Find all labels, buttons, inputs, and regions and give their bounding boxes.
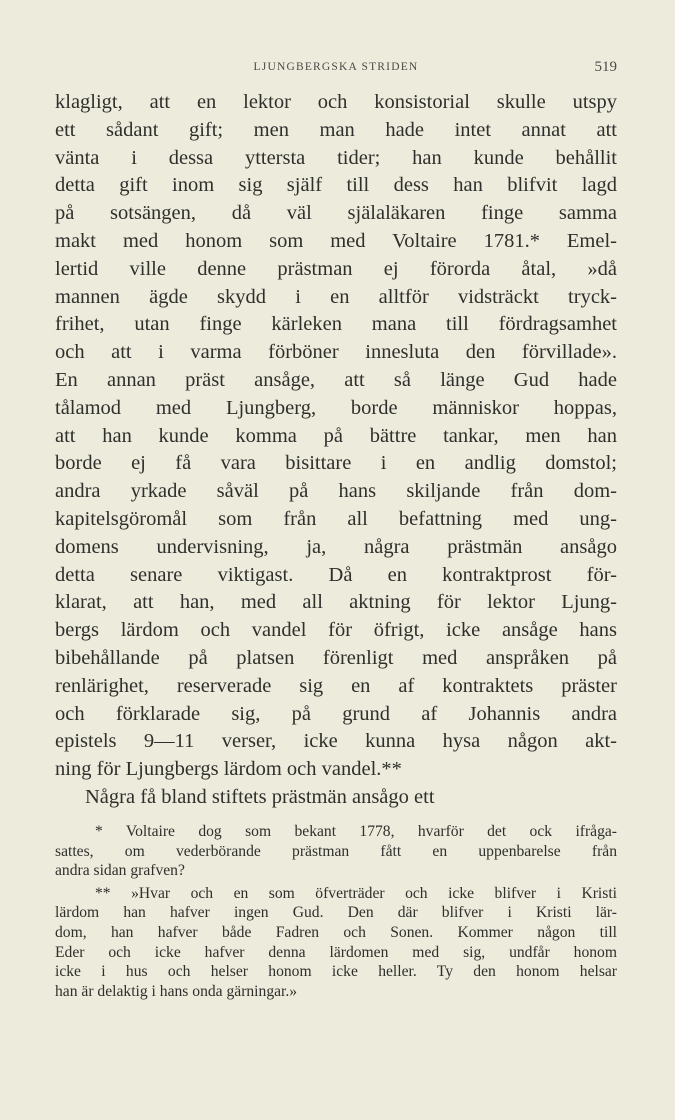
text-line: kapitelsgöromål som från all befattning med ung- [55, 507, 617, 530]
text-line: på sotsängen, då väl själaläkaren finge samma [55, 202, 617, 225]
text-line: makt med honom som med Voltaire 1781.* Emel- [55, 229, 617, 252]
text-line: detta senare viktigast. Då en kontraktprost för- [55, 563, 617, 586]
text-line: detta gift inom sig själf till dess han blifvit lagd [55, 174, 617, 197]
footnotes [55, 822, 617, 1001]
body-text [55, 89, 617, 812]
text-line: och förklarade sig, på grund af Johannis andra [55, 702, 617, 725]
text-line: andra yrkade såväl på hans skiljande från dom- [55, 480, 617, 503]
page-header [55, 61, 617, 79]
footnote-2 [55, 884, 617, 1002]
text-line: lertid ville denne prästman ej förorda åtal, »då [55, 257, 617, 280]
text-line: epistels 9—11 verser, icke kunna hysa någon akt- [55, 730, 617, 753]
text-line: klagligt, att en lektor och konsistorial skulle utspy [55, 91, 617, 113]
footnote-line: dom, han hafver både Fadren och Sonen. Kommer någon till [55, 923, 617, 941]
text-line: klarat, att han, med all aktning för lektor Ljung- [55, 591, 617, 614]
text-line: borde ej få vara bisittare i en andlig domstol; [55, 452, 617, 475]
text-line: att han kunde komma på bättre tankar, men han [55, 424, 617, 447]
text-line: ett sådant gift; men man hade intet annat att [55, 118, 617, 141]
footnote-line: ** »Hvar och en som öfverträder och icke blifver i Kristi [95, 884, 617, 902]
text-line: bergs lärdom och vandel för öfrigt, icke ansåge hans [55, 619, 617, 642]
text-line: ning för Ljungbergs lärdom och vandel.** [55, 758, 402, 781]
footnote-line: icke i hus och helser honom icke heller. Ty den honom helsar [55, 963, 617, 981]
page-number: 519 [594, 59, 617, 75]
footnote-line: sattes, om vederbörande prästman fått en uppenbarelse från [55, 842, 617, 860]
text-line: mannen ägde skydd i en alltför vidsträckt tryck- [55, 285, 617, 308]
running-title: LJUNGBERGSKA STRIDEN [253, 61, 419, 73]
footnote-line: lärdom han hafver ingen Gud. Den där blifver i Kristi lär- [55, 904, 617, 922]
footnote-line: han är delaktig i hans onda gärningar.» [55, 982, 298, 1000]
text-line: En annan präst ansåge, att så länge Gud hade [55, 368, 617, 391]
text-line: tålamod med Ljungberg, borde människor hoppas, [55, 396, 617, 419]
text-line: och att i varma förböner innesluta den förvillade». [55, 341, 617, 364]
text-line: bibehållande på platsen förenligt med anspråken på [55, 646, 617, 669]
footnote-line: Eder och icke hafver denna lärdomen med sig, undfår honom [55, 943, 617, 961]
footnote-line: * Voltaire dog som bekant 1778, hvarför det ock ifråga- [95, 823, 617, 840]
text-line: renlärighet, reserverade sig en af kontraktets präster [55, 674, 617, 697]
text-line: frihet, utan finge kärleken mana till fördragsamhet [55, 313, 617, 336]
text-line: domens undervisning, ja, några prästmän ansågo [55, 535, 617, 558]
footnote-line: andra sidan grafven? [55, 862, 185, 880]
footnote-1 [55, 822, 617, 881]
text-line: vänta i dessa yttersta tider; han kunde behållit [55, 146, 617, 169]
text-line: Några få bland stiftets prästmän ansågo ett [85, 785, 435, 808]
